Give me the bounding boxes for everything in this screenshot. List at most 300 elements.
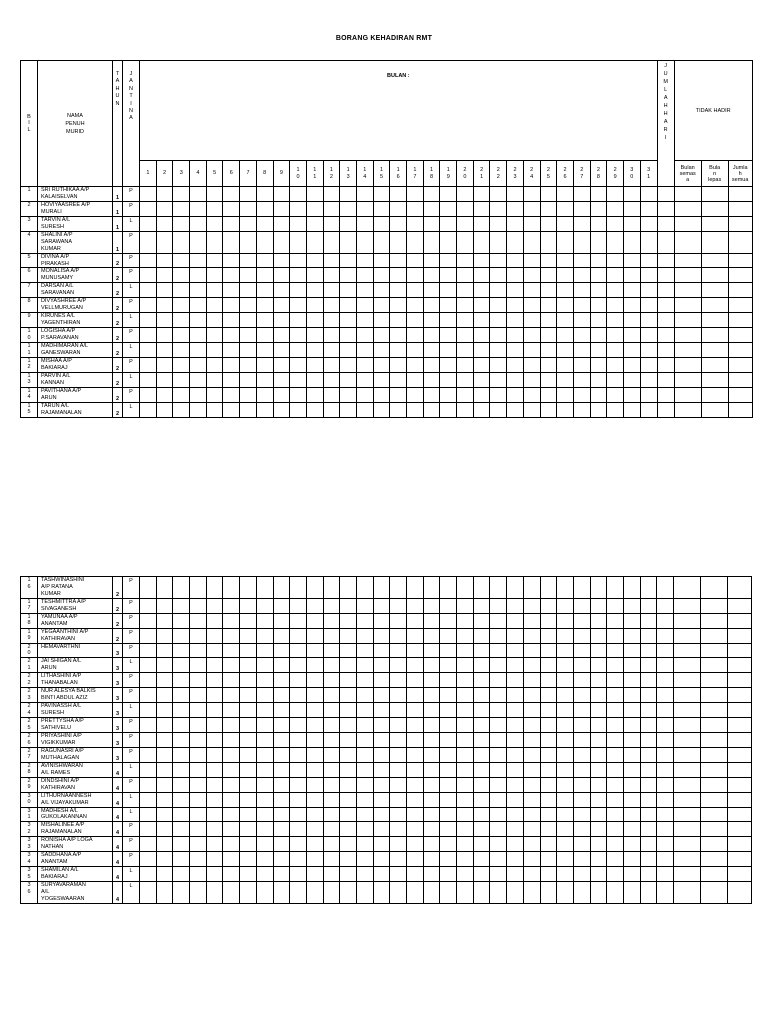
tidak-hadir-cell[interactable] xyxy=(728,867,752,882)
attendance-cell[interactable] xyxy=(490,187,507,202)
attendance-cell[interactable] xyxy=(373,201,390,216)
attendance-cell[interactable] xyxy=(190,867,207,882)
attendance-cell[interactable] xyxy=(407,201,424,216)
jumlah-hari-cell[interactable] xyxy=(657,283,674,298)
attendance-cell[interactable] xyxy=(623,402,640,417)
attendance-cell[interactable] xyxy=(273,387,290,402)
attendance-cell[interactable] xyxy=(473,598,490,613)
attendance-cell[interactable] xyxy=(557,268,574,283)
attendance-cell[interactable] xyxy=(306,882,323,904)
attendance-cell[interactable] xyxy=(557,253,574,268)
attendance-cell[interactable] xyxy=(273,703,290,718)
attendance-cell[interactable] xyxy=(573,187,590,202)
attendance-cell[interactable] xyxy=(173,187,190,202)
attendance-cell[interactable] xyxy=(440,658,457,673)
attendance-cell[interactable] xyxy=(640,688,657,703)
attendance-cell[interactable] xyxy=(490,792,507,807)
attendance-cell[interactable] xyxy=(557,882,574,904)
attendance-cell[interactable] xyxy=(390,298,407,313)
attendance-cell[interactable] xyxy=(590,673,607,688)
attendance-cell[interactable] xyxy=(590,231,607,253)
attendance-cell[interactable] xyxy=(190,283,207,298)
jumlah-hari-cell[interactable] xyxy=(657,733,674,748)
attendance-cell[interactable] xyxy=(340,807,357,822)
attendance-cell[interactable] xyxy=(490,867,507,882)
attendance-cell[interactable] xyxy=(240,703,257,718)
attendance-cell[interactable] xyxy=(323,822,340,837)
attendance-cell[interactable] xyxy=(440,688,457,703)
attendance-cell[interactable] xyxy=(490,298,507,313)
attendance-cell[interactable] xyxy=(440,372,457,387)
attendance-cell[interactable] xyxy=(457,777,474,792)
attendance-cell[interactable] xyxy=(423,747,440,762)
attendance-cell[interactable] xyxy=(423,283,440,298)
attendance-cell[interactable] xyxy=(540,577,557,599)
attendance-cell[interactable] xyxy=(573,231,590,253)
attendance-cell[interactable] xyxy=(223,328,240,343)
attendance-cell[interactable] xyxy=(557,577,574,599)
attendance-cell[interactable] xyxy=(557,867,574,882)
attendance-cell[interactable] xyxy=(407,268,424,283)
attendance-cell[interactable] xyxy=(156,822,173,837)
tidak-hadir-cell[interactable] xyxy=(728,718,752,733)
attendance-cell[interactable] xyxy=(290,577,307,599)
attendance-cell[interactable] xyxy=(173,703,190,718)
attendance-cell[interactable] xyxy=(306,387,323,402)
attendance-cell[interactable] xyxy=(173,688,190,703)
attendance-cell[interactable] xyxy=(290,807,307,822)
attendance-cell[interactable] xyxy=(423,216,440,231)
attendance-cell[interactable] xyxy=(340,402,357,417)
attendance-cell[interactable] xyxy=(356,187,373,202)
jumlah-hari-cell[interactable] xyxy=(657,328,674,343)
attendance-cell[interactable] xyxy=(407,328,424,343)
attendance-cell[interactable] xyxy=(156,216,173,231)
attendance-cell[interactable] xyxy=(540,298,557,313)
attendance-cell[interactable] xyxy=(306,688,323,703)
attendance-cell[interactable] xyxy=(273,313,290,328)
attendance-cell[interactable] xyxy=(140,688,157,703)
attendance-cell[interactable] xyxy=(640,253,657,268)
attendance-cell[interactable] xyxy=(390,613,407,628)
attendance-cell[interactable] xyxy=(540,402,557,417)
attendance-cell[interactable] xyxy=(206,231,223,253)
attendance-cell[interactable] xyxy=(407,822,424,837)
attendance-cell[interactable] xyxy=(240,268,257,283)
attendance-cell[interactable] xyxy=(523,298,540,313)
attendance-cell[interactable] xyxy=(156,703,173,718)
attendance-cell[interactable] xyxy=(440,343,457,358)
attendance-cell[interactable] xyxy=(140,703,157,718)
attendance-cell[interactable] xyxy=(373,867,390,882)
attendance-cell[interactable] xyxy=(640,733,657,748)
tidak-hadir-cell[interactable] xyxy=(701,357,728,372)
attendance-cell[interactable] xyxy=(457,328,474,343)
attendance-cell[interactable] xyxy=(457,673,474,688)
tidak-hadir-cell[interactable] xyxy=(728,852,752,867)
attendance-cell[interactable] xyxy=(557,628,574,643)
attendance-cell[interactable] xyxy=(240,187,257,202)
attendance-cell[interactable] xyxy=(473,613,490,628)
attendance-cell[interactable] xyxy=(140,343,157,358)
attendance-cell[interactable] xyxy=(390,867,407,882)
attendance-cell[interactable] xyxy=(156,598,173,613)
tidak-hadir-cell[interactable] xyxy=(701,822,728,837)
attendance-cell[interactable] xyxy=(390,283,407,298)
attendance-cell[interactable] xyxy=(607,837,624,852)
attendance-cell[interactable] xyxy=(557,402,574,417)
attendance-cell[interactable] xyxy=(240,718,257,733)
attendance-cell[interactable] xyxy=(607,628,624,643)
attendance-cell[interactable] xyxy=(540,201,557,216)
attendance-cell[interactable] xyxy=(140,777,157,792)
attendance-cell[interactable] xyxy=(573,688,590,703)
attendance-cell[interactable] xyxy=(140,328,157,343)
attendance-cell[interactable] xyxy=(573,882,590,904)
attendance-cell[interactable] xyxy=(590,718,607,733)
attendance-cell[interactable] xyxy=(356,673,373,688)
attendance-cell[interactable] xyxy=(557,216,574,231)
attendance-cell[interactable] xyxy=(206,792,223,807)
attendance-cell[interactable] xyxy=(623,762,640,777)
attendance-cell[interactable] xyxy=(440,201,457,216)
attendance-cell[interactable] xyxy=(306,628,323,643)
attendance-cell[interactable] xyxy=(373,837,390,852)
tidak-hadir-cell[interactable] xyxy=(674,807,701,822)
attendance-cell[interactable] xyxy=(407,658,424,673)
attendance-cell[interactable] xyxy=(490,807,507,822)
attendance-cell[interactable] xyxy=(190,718,207,733)
attendance-cell[interactable] xyxy=(190,643,207,658)
attendance-cell[interactable] xyxy=(440,628,457,643)
attendance-cell[interactable] xyxy=(206,313,223,328)
attendance-cell[interactable] xyxy=(507,402,524,417)
attendance-cell[interactable] xyxy=(173,231,190,253)
attendance-cell[interactable] xyxy=(240,777,257,792)
attendance-cell[interactable] xyxy=(590,703,607,718)
attendance-cell[interactable] xyxy=(640,867,657,882)
attendance-cell[interactable] xyxy=(590,792,607,807)
attendance-cell[interactable] xyxy=(640,747,657,762)
attendance-cell[interactable] xyxy=(340,837,357,852)
attendance-cell[interactable] xyxy=(640,762,657,777)
attendance-cell[interactable] xyxy=(373,577,390,599)
attendance-cell[interactable] xyxy=(323,852,340,867)
attendance-cell[interactable] xyxy=(206,372,223,387)
attendance-cell[interactable] xyxy=(490,733,507,748)
attendance-cell[interactable] xyxy=(323,688,340,703)
attendance-cell[interactable] xyxy=(190,747,207,762)
attendance-cell[interactable] xyxy=(256,673,273,688)
attendance-cell[interactable] xyxy=(490,598,507,613)
attendance-cell[interactable] xyxy=(557,762,574,777)
attendance-cell[interactable] xyxy=(340,628,357,643)
attendance-cell[interactable] xyxy=(290,747,307,762)
attendance-cell[interactable] xyxy=(206,387,223,402)
attendance-cell[interactable] xyxy=(540,688,557,703)
attendance-cell[interactable] xyxy=(140,268,157,283)
attendance-cell[interactable] xyxy=(440,643,457,658)
attendance-cell[interactable] xyxy=(473,253,490,268)
attendance-cell[interactable] xyxy=(290,372,307,387)
attendance-cell[interactable] xyxy=(273,598,290,613)
tidak-hadir-cell[interactable] xyxy=(728,658,752,673)
attendance-cell[interactable] xyxy=(590,882,607,904)
attendance-cell[interactable] xyxy=(306,703,323,718)
attendance-cell[interactable] xyxy=(457,882,474,904)
attendance-cell[interactable] xyxy=(223,357,240,372)
attendance-cell[interactable] xyxy=(540,867,557,882)
attendance-cell[interactable] xyxy=(607,643,624,658)
attendance-cell[interactable] xyxy=(440,837,457,852)
attendance-cell[interactable] xyxy=(223,882,240,904)
attendance-cell[interactable] xyxy=(440,777,457,792)
attendance-cell[interactable] xyxy=(290,313,307,328)
tidak-hadir-cell[interactable] xyxy=(728,298,752,313)
attendance-cell[interactable] xyxy=(140,283,157,298)
attendance-cell[interactable] xyxy=(340,658,357,673)
attendance-cell[interactable] xyxy=(206,577,223,599)
attendance-cell[interactable] xyxy=(273,357,290,372)
attendance-cell[interactable] xyxy=(240,688,257,703)
attendance-cell[interactable] xyxy=(490,837,507,852)
attendance-cell[interactable] xyxy=(590,807,607,822)
tidak-hadir-cell[interactable] xyxy=(701,777,728,792)
attendance-cell[interactable] xyxy=(240,613,257,628)
tidak-hadir-cell[interactable] xyxy=(674,718,701,733)
attendance-cell[interactable] xyxy=(256,357,273,372)
attendance-cell[interactable] xyxy=(540,703,557,718)
attendance-cell[interactable] xyxy=(323,216,340,231)
attendance-cell[interactable] xyxy=(340,852,357,867)
tidak-hadir-cell[interactable] xyxy=(728,283,752,298)
attendance-cell[interactable] xyxy=(407,807,424,822)
attendance-cell[interactable] xyxy=(457,822,474,837)
attendance-cell[interactable] xyxy=(156,577,173,599)
attendance-cell[interactable] xyxy=(523,613,540,628)
attendance-cell[interactable] xyxy=(523,822,540,837)
attendance-cell[interactable] xyxy=(340,673,357,688)
attendance-cell[interactable] xyxy=(156,343,173,358)
attendance-cell[interactable] xyxy=(140,216,157,231)
attendance-cell[interactable] xyxy=(356,343,373,358)
attendance-cell[interactable] xyxy=(290,733,307,748)
attendance-cell[interactable] xyxy=(240,762,257,777)
attendance-cell[interactable] xyxy=(390,673,407,688)
attendance-cell[interactable] xyxy=(290,201,307,216)
attendance-cell[interactable] xyxy=(540,357,557,372)
tidak-hadir-cell[interactable] xyxy=(728,882,752,904)
attendance-cell[interactable] xyxy=(373,658,390,673)
attendance-cell[interactable] xyxy=(440,852,457,867)
attendance-cell[interactable] xyxy=(573,577,590,599)
attendance-cell[interactable] xyxy=(206,187,223,202)
attendance-cell[interactable] xyxy=(473,703,490,718)
attendance-cell[interactable] xyxy=(557,688,574,703)
attendance-cell[interactable] xyxy=(306,216,323,231)
attendance-cell[interactable] xyxy=(557,328,574,343)
attendance-cell[interactable] xyxy=(306,231,323,253)
attendance-cell[interactable] xyxy=(156,402,173,417)
attendance-cell[interactable] xyxy=(573,747,590,762)
attendance-cell[interactable] xyxy=(273,231,290,253)
attendance-cell[interactable] xyxy=(590,643,607,658)
attendance-cell[interactable] xyxy=(473,577,490,599)
attendance-cell[interactable] xyxy=(140,852,157,867)
attendance-cell[interactable] xyxy=(407,577,424,599)
attendance-cell[interactable] xyxy=(223,283,240,298)
attendance-cell[interactable] xyxy=(140,837,157,852)
attendance-cell[interactable] xyxy=(173,673,190,688)
attendance-cell[interactable] xyxy=(607,372,624,387)
attendance-cell[interactable] xyxy=(190,658,207,673)
attendance-cell[interactable] xyxy=(240,298,257,313)
attendance-cell[interactable] xyxy=(390,882,407,904)
attendance-cell[interactable] xyxy=(590,658,607,673)
attendance-cell[interactable] xyxy=(607,328,624,343)
attendance-cell[interactable] xyxy=(457,688,474,703)
attendance-cell[interactable] xyxy=(273,372,290,387)
attendance-cell[interactable] xyxy=(507,298,524,313)
attendance-cell[interactable] xyxy=(557,733,574,748)
attendance-cell[interactable] xyxy=(240,372,257,387)
attendance-cell[interactable] xyxy=(373,822,390,837)
attendance-cell[interactable] xyxy=(457,577,474,599)
attendance-cell[interactable] xyxy=(590,402,607,417)
attendance-cell[interactable] xyxy=(607,807,624,822)
attendance-cell[interactable] xyxy=(390,688,407,703)
jumlah-hari-cell[interactable] xyxy=(657,201,674,216)
attendance-cell[interactable] xyxy=(306,822,323,837)
attendance-cell[interactable] xyxy=(423,807,440,822)
attendance-cell[interactable] xyxy=(256,268,273,283)
tidak-hadir-cell[interactable] xyxy=(701,187,728,202)
attendance-cell[interactable] xyxy=(140,628,157,643)
attendance-cell[interactable] xyxy=(340,598,357,613)
jumlah-hari-cell[interactable] xyxy=(657,216,674,231)
attendance-cell[interactable] xyxy=(223,402,240,417)
attendance-cell[interactable] xyxy=(640,703,657,718)
attendance-cell[interactable] xyxy=(407,882,424,904)
attendance-cell[interactable] xyxy=(557,613,574,628)
tidak-hadir-cell[interactable] xyxy=(674,688,701,703)
attendance-cell[interactable] xyxy=(290,822,307,837)
tidak-hadir-cell[interactable] xyxy=(674,792,701,807)
attendance-cell[interactable] xyxy=(640,283,657,298)
attendance-cell[interactable] xyxy=(140,577,157,599)
attendance-cell[interactable] xyxy=(640,673,657,688)
jumlah-hari-cell[interactable] xyxy=(657,643,674,658)
attendance-cell[interactable] xyxy=(390,807,407,822)
attendance-cell[interactable] xyxy=(440,792,457,807)
attendance-cell[interactable] xyxy=(190,343,207,358)
attendance-cell[interactable] xyxy=(407,216,424,231)
attendance-cell[interactable] xyxy=(590,577,607,599)
attendance-cell[interactable] xyxy=(206,298,223,313)
attendance-cell[interactable] xyxy=(206,882,223,904)
attendance-cell[interactable] xyxy=(256,867,273,882)
attendance-cell[interactable] xyxy=(140,613,157,628)
attendance-cell[interactable] xyxy=(623,313,640,328)
attendance-cell[interactable] xyxy=(290,658,307,673)
attendance-cell[interactable] xyxy=(390,852,407,867)
attendance-cell[interactable] xyxy=(206,268,223,283)
attendance-cell[interactable] xyxy=(440,733,457,748)
attendance-cell[interactable] xyxy=(573,852,590,867)
attendance-cell[interactable] xyxy=(457,283,474,298)
attendance-cell[interactable] xyxy=(540,613,557,628)
jumlah-hari-cell[interactable] xyxy=(657,357,674,372)
attendance-cell[interactable] xyxy=(623,792,640,807)
attendance-cell[interactable] xyxy=(607,387,624,402)
attendance-cell[interactable] xyxy=(273,577,290,599)
attendance-cell[interactable] xyxy=(290,882,307,904)
attendance-cell[interactable] xyxy=(240,328,257,343)
attendance-cell[interactable] xyxy=(223,387,240,402)
attendance-cell[interactable] xyxy=(156,733,173,748)
attendance-cell[interactable] xyxy=(140,357,157,372)
attendance-cell[interactable] xyxy=(290,777,307,792)
attendance-cell[interactable] xyxy=(390,762,407,777)
attendance-cell[interactable] xyxy=(306,658,323,673)
attendance-cell[interactable] xyxy=(140,718,157,733)
attendance-cell[interactable] xyxy=(340,882,357,904)
attendance-cell[interactable] xyxy=(273,402,290,417)
attendance-cell[interactable] xyxy=(523,852,540,867)
attendance-cell[interactable] xyxy=(623,598,640,613)
attendance-cell[interactable] xyxy=(223,733,240,748)
attendance-cell[interactable] xyxy=(507,216,524,231)
jumlah-hari-cell[interactable] xyxy=(657,313,674,328)
attendance-cell[interactable] xyxy=(523,867,540,882)
attendance-cell[interactable] xyxy=(490,328,507,343)
attendance-cell[interactable] xyxy=(390,187,407,202)
tidak-hadir-cell[interactable] xyxy=(728,792,752,807)
attendance-cell[interactable] xyxy=(340,867,357,882)
attendance-cell[interactable] xyxy=(423,613,440,628)
attendance-cell[interactable] xyxy=(340,313,357,328)
attendance-cell[interactable] xyxy=(490,628,507,643)
attendance-cell[interactable] xyxy=(323,718,340,733)
attendance-cell[interactable] xyxy=(623,882,640,904)
tidak-hadir-cell[interactable] xyxy=(728,201,752,216)
attendance-cell[interactable] xyxy=(340,231,357,253)
tidak-hadir-cell[interactable] xyxy=(701,673,728,688)
attendance-cell[interactable] xyxy=(373,387,390,402)
tidak-hadir-cell[interactable] xyxy=(701,577,728,599)
attendance-cell[interactable] xyxy=(440,357,457,372)
attendance-cell[interactable] xyxy=(573,822,590,837)
attendance-cell[interactable] xyxy=(140,867,157,882)
attendance-cell[interactable] xyxy=(540,253,557,268)
attendance-cell[interactable] xyxy=(240,313,257,328)
attendance-cell[interactable] xyxy=(223,792,240,807)
tidak-hadir-cell[interactable] xyxy=(674,703,701,718)
attendance-cell[interactable] xyxy=(573,673,590,688)
attendance-cell[interactable] xyxy=(156,357,173,372)
attendance-cell[interactable] xyxy=(256,577,273,599)
attendance-cell[interactable] xyxy=(256,703,273,718)
attendance-cell[interactable] xyxy=(173,313,190,328)
attendance-cell[interactable] xyxy=(573,201,590,216)
attendance-cell[interactable] xyxy=(407,762,424,777)
attendance-cell[interactable] xyxy=(340,822,357,837)
attendance-cell[interactable] xyxy=(256,598,273,613)
attendance-cell[interactable] xyxy=(440,867,457,882)
attendance-cell[interactable] xyxy=(573,628,590,643)
attendance-cell[interactable] xyxy=(590,613,607,628)
attendance-cell[interactable] xyxy=(273,643,290,658)
